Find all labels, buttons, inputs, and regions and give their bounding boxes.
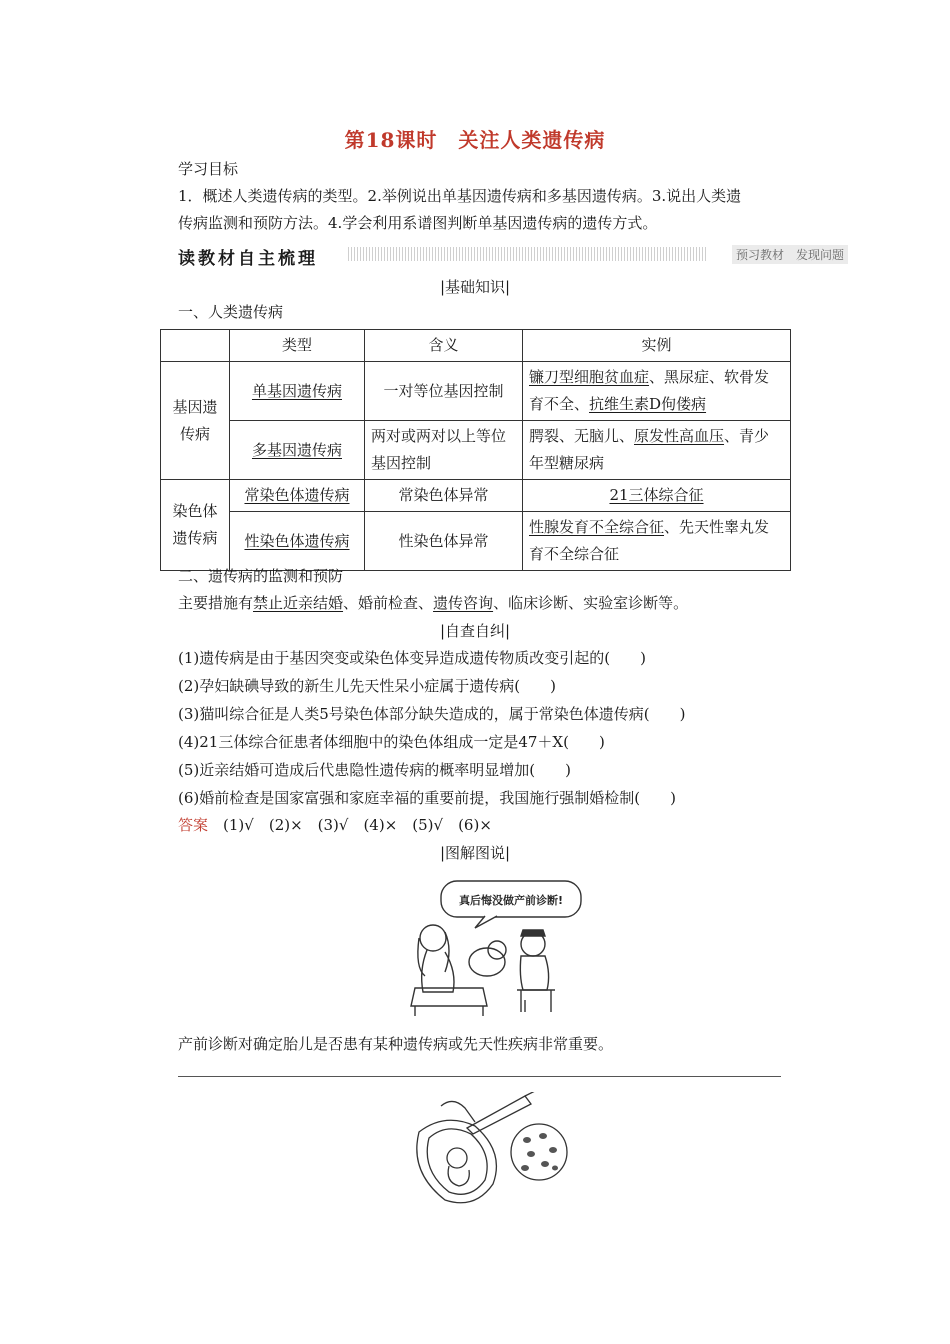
type-cell: 常染色体遗传病 xyxy=(244,486,350,504)
check-item: (4)21三体综合征患者体细胞中的染色体组成一定是47＋X( ) xyxy=(178,733,605,751)
section-basic-knowledge: |基础知识| xyxy=(439,278,511,296)
table-row xyxy=(161,362,791,421)
example-cell: 镰刀型细胞贫血症、黑尿症、软骨发育不全、抗维生素D佝偻病 xyxy=(523,362,791,421)
check-item: (1)遗传病是由于基因突变或染色体变异造成遗传物质改变引起的( ) xyxy=(178,649,646,667)
example-cell: 性腺发育不全综合征、先天性睾丸发育不全综合征 xyxy=(523,512,791,571)
meaning-cell: 两对或两对以上等位基因控制 xyxy=(365,421,523,480)
table-row xyxy=(161,512,791,571)
table-header: 含义 xyxy=(365,330,523,362)
meaning-cell: 常染色体异常 xyxy=(365,480,523,512)
part1-heading: 一、人类遗传病 xyxy=(178,303,284,321)
answer-line xyxy=(178,815,492,835)
part2-text: 主要措施有禁止近亲结婚、婚前检查、遗传咨询、临床诊断、实验室诊断等。 xyxy=(178,594,689,612)
table-row xyxy=(161,421,791,480)
answer-text: (1)√ (2)× (3)√ (4)× (5)√ (6)× xyxy=(223,816,492,834)
table-header: 实例 xyxy=(523,330,791,362)
example-cell: 腭裂、无脑儿、原发性高血压、青少年型糖尿病 xyxy=(523,421,791,480)
part2-heading: 二、遗传病的监测和预防 xyxy=(178,567,344,585)
amniocentesis-illustration xyxy=(405,1092,570,1210)
example-cell: 21三体综合征 xyxy=(523,480,791,512)
page-title: 第18课时 关注人类遗传病 xyxy=(344,128,606,152)
figure-caption: 产前诊断对确定胎儿是否患有某种遗传病或先天性疾病非常重要。 xyxy=(178,1035,614,1053)
check-item: (6)婚前检查是国家富强和家庭幸福的重要前提，我国施行强制婚检制( ) xyxy=(178,789,676,807)
table-row xyxy=(161,480,791,512)
check-item: (3)猫叫综合征是人类5号染色体部分缺失造成的，属于常染色体遗传病( ) xyxy=(178,705,686,723)
check-item: (5)近亲结婚可造成后代患隐性遗传病的概率明显增加( ) xyxy=(178,761,571,779)
genetic-disease-table xyxy=(160,329,791,571)
regret-parents-illustration xyxy=(405,880,585,1018)
objectives-line-2: 传病监测和预防方法。4.学会利用系谱图判断单基因遗传病的遗传方式。 xyxy=(178,214,658,232)
divider-line xyxy=(178,1076,781,1077)
meaning-cell: 性染色体异常 xyxy=(365,512,523,571)
table-header-row xyxy=(161,330,791,362)
table-group-cell: 染色体遗传病 xyxy=(161,480,230,571)
section-figure: |图解图说| xyxy=(439,844,511,862)
section-banner xyxy=(178,244,848,269)
type-cell: 性染色体遗传病 xyxy=(244,531,350,550)
objectives-heading: 学习目标 xyxy=(178,160,239,178)
meaning-cell: 一对等位基因控制 xyxy=(365,362,523,421)
banner-pattern xyxy=(348,247,708,261)
answer-label: 答案 xyxy=(178,816,209,834)
check-item: (2)孕妇缺碘导致的新生儿先天性呆小症属于遗传病( ) xyxy=(178,677,556,695)
banner-title: 读教材自主梳理 xyxy=(178,244,324,269)
section-self-check: |自查自纠| xyxy=(439,622,511,640)
syringe xyxy=(467,1096,531,1134)
objectives-line-1: 1．概述人类遗传病的类型。2.举例说出单基因遗传病和多基因遗传病。3.说出人类遗 xyxy=(178,187,742,205)
cell-view-circle xyxy=(511,1124,567,1180)
banner-subtitle: 预习教材 发现问题 xyxy=(732,245,848,264)
type-cell: 单基因遗传病 xyxy=(251,381,342,400)
type-cell: 多基因遗传病 xyxy=(251,440,342,459)
speech-text: 真后悔没做产前诊断! xyxy=(458,894,564,907)
table-header: 类型 xyxy=(230,330,365,362)
table-group-cell: 基因遗传病 xyxy=(161,362,230,480)
